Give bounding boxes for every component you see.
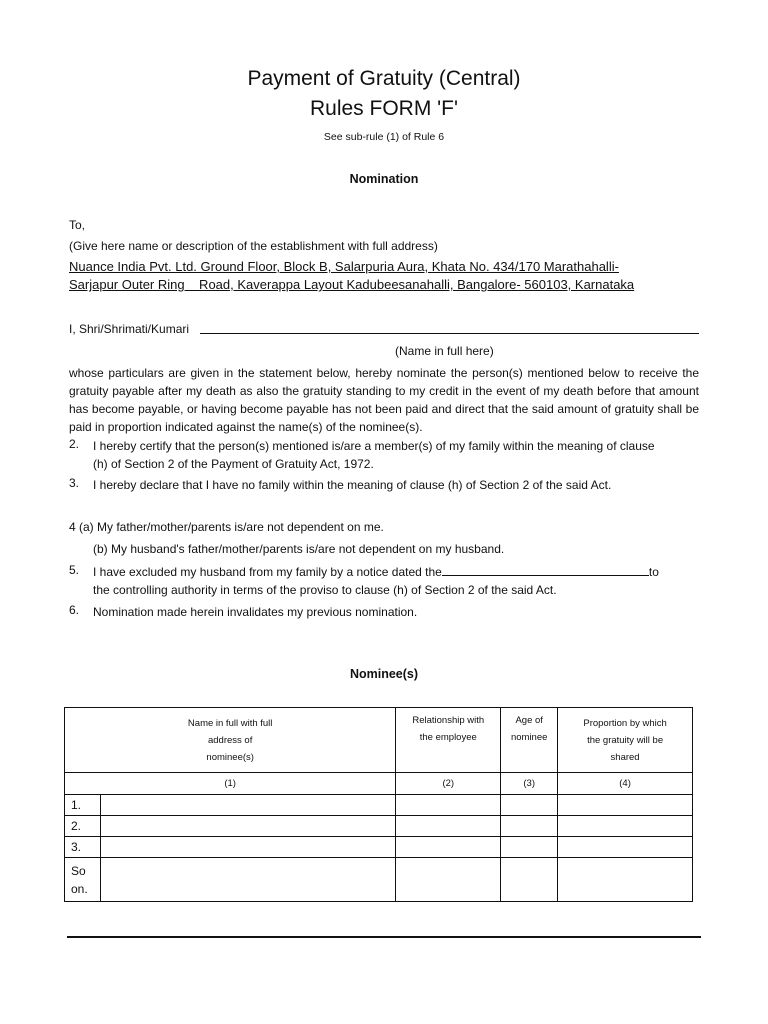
proportion-cell[interactable] [558, 858, 693, 902]
table-row [65, 837, 693, 858]
clause-2 [69, 437, 699, 473]
declarant-name-line[interactable] [200, 333, 699, 334]
nominee-name-cell[interactable] [100, 795, 395, 816]
proportion-cell[interactable] [558, 816, 693, 837]
declarant-label: I, Shri/Shrimati/Kumari [69, 322, 190, 336]
subrule-reference: See sub-rule (1) of Rule 6 [323, 131, 445, 143]
table-header-row [65, 708, 693, 773]
nominees-heading: Nominee(s) [349, 667, 419, 681]
col-header-name: Name in full with full address of nominee(s) [65, 708, 396, 773]
nominee-name-cell[interactable] [100, 816, 395, 837]
addressee-to: To, [69, 218, 86, 232]
relationship-cell[interactable] [396, 837, 501, 858]
clause-3-text: I hereby declare that I have no family within the meaning of clause (h) of Section 2 of the said Act. [93, 478, 612, 492]
age-cell[interactable] [501, 816, 558, 837]
row-index: 2. [65, 816, 101, 837]
name-hint: (Name in full here) [395, 344, 494, 358]
col-number-3: (3) [501, 773, 558, 795]
notice-date-line[interactable] [442, 564, 649, 576]
relationship-cell[interactable] [396, 858, 501, 902]
clause-2-line1: I hereby certify that the person(s) mentioned is/are a member(s) of my family within the meaning of clause [93, 439, 655, 453]
relationship-cell[interactable] [396, 795, 501, 816]
col-header-age: Age of nominee [501, 708, 558, 773]
section-heading-nomination: Nomination [349, 172, 419, 186]
age-cell[interactable] [501, 837, 558, 858]
clause-3 [69, 476, 699, 494]
table-row [65, 795, 693, 816]
clause-3-number: 3. [69, 476, 80, 490]
proportion-cell[interactable] [558, 795, 693, 816]
col-number-4: (4) [558, 773, 693, 795]
row-index: 1. [65, 795, 101, 816]
proportion-cell[interactable] [558, 837, 693, 858]
nominee-name-cell[interactable] [100, 858, 395, 902]
clause-5-text: I have excluded my husband from my family by a notice dated the [93, 565, 442, 579]
relationship-cell[interactable] [396, 816, 501, 837]
table-row [65, 858, 693, 902]
clause-6 [69, 603, 699, 621]
clause-2-number: 2. [69, 437, 80, 451]
establishment-address-line2: Sarjapur Outer Ring Road, Kaverappa Layout Kadubeesanahalli, Bangalore- 560103, Karnataka [69, 277, 635, 292]
addressee-instruction: (Give here name or description of the establishment with full address) [69, 239, 438, 253]
clause-5-number: 5. [69, 563, 80, 577]
table-number-row [65, 773, 693, 795]
establishment-address-line1: Nuance India Pvt. Ltd. Ground Floor, Block B, Salarpuria Aura, Khata No. 434/170 Marathahalli- [69, 259, 619, 274]
col-number-2: (2) [396, 773, 501, 795]
clause-2-line2: (h) of Section 2 of the Payment of Gratuity Act, 1972. [93, 457, 374, 471]
clause-6-text: Nomination made herein invalidates my previous nomination. [93, 605, 418, 619]
form-title-line2: Rules FORM 'F' [309, 97, 459, 120]
clause-6-number: 6. [69, 603, 80, 617]
clause-5-to: to [648, 565, 659, 579]
row-index: So on. [65, 858, 101, 902]
footer-divider [67, 936, 701, 938]
col-header-relationship: Relationship with the employee [396, 708, 501, 773]
col-number-1: (1) [65, 773, 396, 795]
clause-4b: (b) My husband's father/mother/parents is/are not dependent on my husband. [93, 542, 505, 556]
clause-5 [69, 563, 699, 599]
table-row [65, 816, 693, 837]
col-header-proportion: Proportion by which the gratuity will be shared [558, 708, 693, 773]
row-index: 3. [65, 837, 101, 858]
nomination-paragraph: whose particulars are given in the statement below, hereby nominate the person(s) mentioned below to receive the gratuity payable after my death as also the gratuity standing to my credit in the event of my death before that amount has become payable, or having become payable has not been paid and direct that the said amount of gratuity shall be paid in proportion indicated against the name(s) of the nominee(s). [69, 366, 699, 434]
age-cell[interactable] [501, 858, 558, 902]
age-cell[interactable] [501, 795, 558, 816]
nominee-name-cell[interactable] [100, 837, 395, 858]
clause-5-line2: the controlling authority in terms of the proviso to clause (h) of Section 2 of the said Act. [93, 583, 557, 597]
nominees-table [64, 707, 693, 902]
clause-4a: 4 (a) My father/mother/parents is/are not dependent on me. [69, 520, 384, 534]
form-title-line1: Payment of Gratuity (Central) [247, 67, 521, 90]
